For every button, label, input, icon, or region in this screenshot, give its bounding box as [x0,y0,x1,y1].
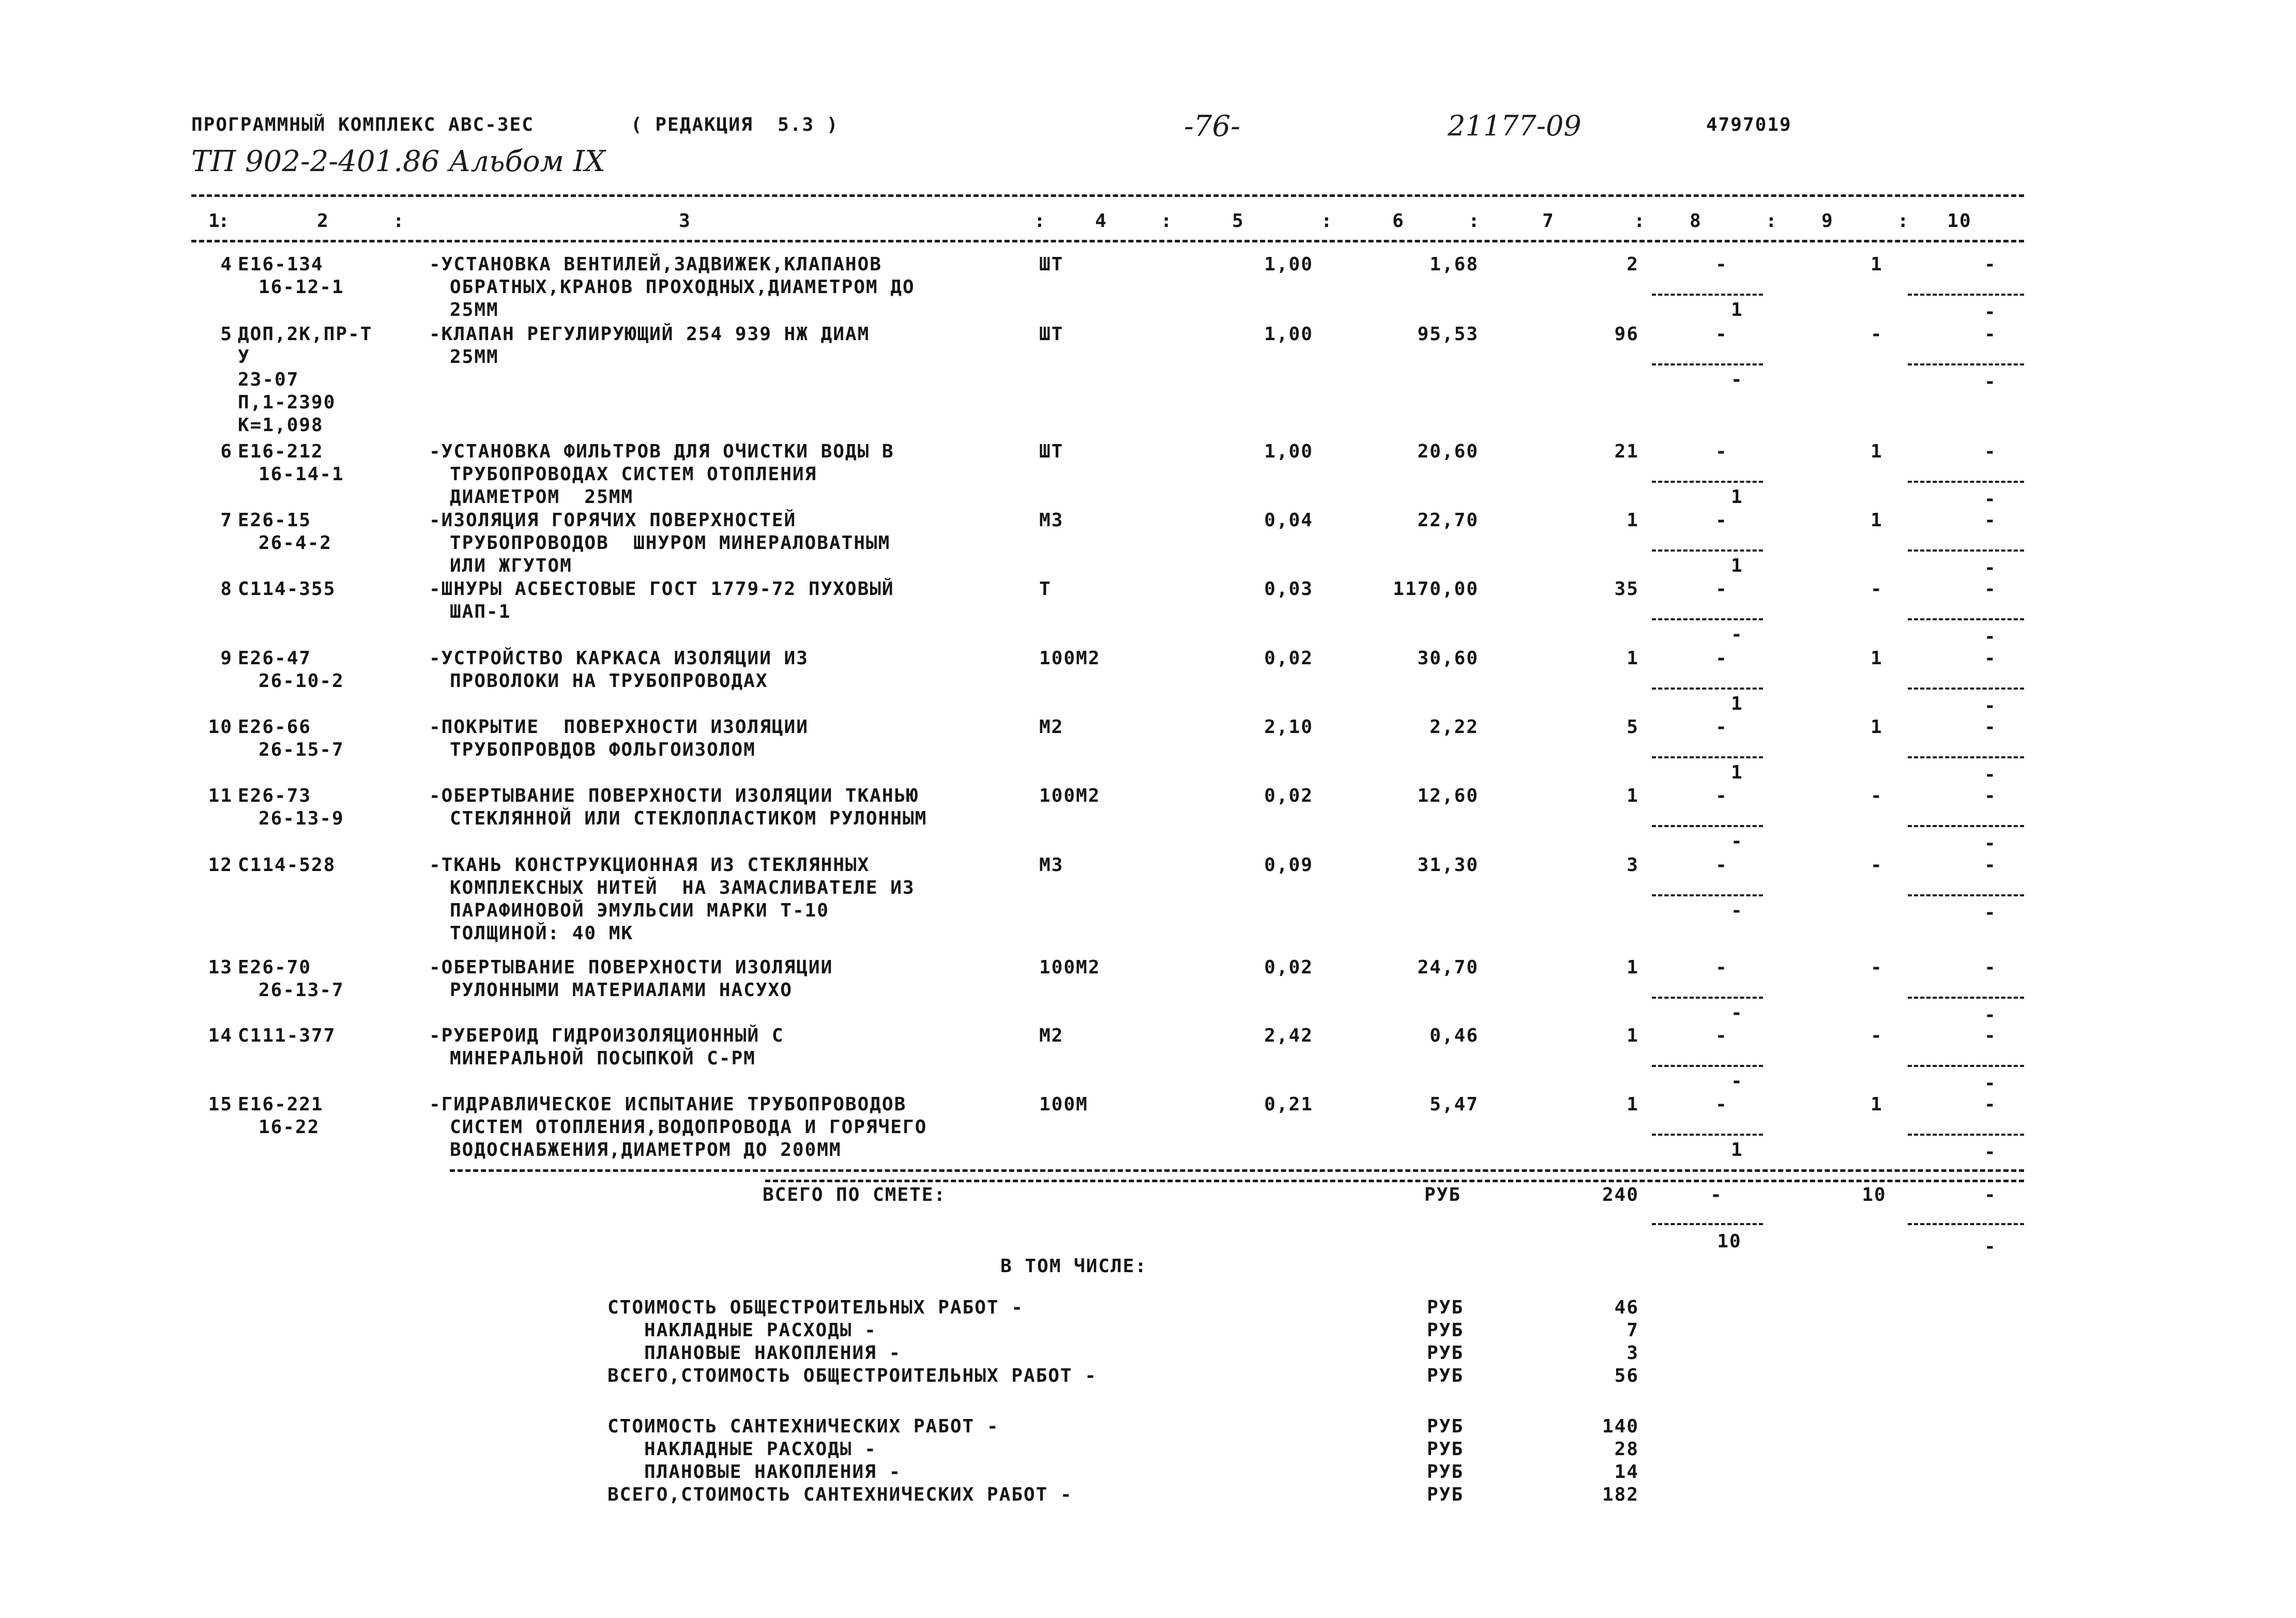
row-unit: М3 [1039,510,1064,531]
row-description: -ШНУРЫ АСБЕСТОВЫЕ ГОСТ 1779-72 ПУХОВЫЙ [429,578,894,600]
row-quantity: 1,00 [1264,324,1313,345]
row-number: 15 [208,1094,233,1115]
row-total: 96 [1614,324,1639,345]
row-unit: 100М2 [1039,648,1101,669]
row-description: ДИАМЕТРОМ 25ММ [450,486,634,508]
row-col10-lower: - [1984,557,1997,578]
row-col8-lower: 1 [1731,486,1743,508]
row-col10-lower: - [1984,1004,1997,1026]
row-code: К=1,098 [238,415,324,436]
column-separator: : [218,210,231,232]
row-description: 25ММ [450,346,499,368]
totals-value: 240 [1602,1184,1639,1205]
row-col10-rule [1908,997,2024,999]
row-unit: М3 [1039,854,1064,876]
including-label: В ТОМ ЧИСЛЕ: [1000,1256,1148,1277]
row-code: П,1-2390 [238,392,336,413]
row-col10-lower: - [1984,301,1997,323]
row-unit-price: 30,60 [1417,648,1479,669]
row-code: 26-13-9 [259,808,344,829]
row-description: ТОЛЩИНОЙ: 40 МК [450,923,634,944]
row-description: -УСТАНОВКА ВЕНТИЛЕЙ,ЗАДВИЖЕК,КЛАПАНОВ [429,254,882,275]
row-unit-price: 20,60 [1417,441,1479,462]
summary-value: 7 [1626,1320,1639,1341]
summary-label: НАКЛАДНЫЕ РАСХОДЫ - [607,1320,877,1341]
row-col8: - [1715,785,1728,806]
row-number: 6 [220,441,233,462]
summary-label: НАКЛАДНЫЕ РАСХОДЫ - [607,1439,877,1460]
row-quantity: 1,00 [1264,441,1313,462]
row-unit-price: 31,30 [1417,854,1479,876]
summary-unit: РУБ [1427,1461,1464,1483]
row-description: ПАРАФИНОВОЙ ЭМУЛЬСИИ МАРКИ Т-10 [450,900,829,921]
row-col10-rule [1908,481,2024,483]
row-col10: - [1984,578,1997,600]
summary-unit: РУБ [1427,1342,1464,1364]
row-col9: - [1871,1025,1883,1046]
row-col8-rule [1652,363,1763,365]
summary-label: ПЛАНОВЫЕ НАКОПЛЕНИЯ - [607,1342,902,1364]
totals-col10-lower: - [1984,1236,1997,1257]
column-separator: : [1321,210,1333,232]
row-unit: М2 [1039,1025,1064,1046]
row-number: 14 [208,1025,233,1046]
row-col10-rule [1908,688,2024,690]
column-number-7: 7 [1542,210,1555,232]
summary-unit: РУБ [1427,1439,1464,1460]
row-description: 25ММ [450,299,499,320]
row-col8-lower: - [1731,900,1743,921]
row-description: ТРУБОПРОВДОВ ФОЛЬГОИЗОЛОМ [450,739,756,760]
row-col8-lower: 1 [1731,693,1743,714]
row-description: -УСТАНОВКА ФИЛЬТРОВ ДЛЯ ОЧИСТКИ ВОДЫ В [429,441,894,462]
row-quantity: 0,02 [1264,648,1313,669]
summary-label: ВСЕГО,СТОИМОСТЬ ОБЩЕСТРОИТЕЛЬНЫХ РАБОТ - [607,1365,1097,1386]
row-number: 11 [208,785,233,806]
row-col8-rule [1652,997,1763,999]
summary-unit: РУБ [1427,1484,1464,1505]
row-code: Е26-73 [238,785,312,806]
column-number-9: 9 [1821,210,1834,232]
row-unit-price: 1,68 [1430,254,1479,275]
row-unit-price: 5,47 [1430,1094,1479,1115]
row-description: СИСТЕМ ОТОПЛЕНИЯ,ВОДОПРОВОДА И ГОРЯЧЕГО [450,1117,927,1138]
row-col9: - [1871,578,1883,600]
album-note: ТП 902-2-401.86 Альбом IX [191,145,605,178]
row-unit: ШТ [1039,254,1064,275]
row-code: С114-528 [238,854,336,876]
edition-label: ( РЕДАКЦИЯ 5.3 ) [631,114,839,135]
row-col9: 1 [1871,1094,1883,1115]
summary-unit: РУБ [1427,1416,1464,1437]
row-col8-rule [1652,1134,1763,1136]
row-col10-rule [1908,756,2024,758]
row-number: 5 [220,324,233,345]
row-code: ДОП,2К,ПР-Т [238,324,373,345]
row-col8: - [1715,324,1728,345]
row-code: Е26-66 [238,716,312,738]
table-top-rule [191,194,2024,197]
row-quantity: 0,04 [1264,510,1313,531]
row-code: 16-14-1 [259,464,344,485]
row-col10-lower: - [1984,902,1997,923]
row-total: 1 [1626,510,1639,531]
totals-top-rule-2 [765,1180,2024,1182]
row-col8: - [1715,1025,1728,1046]
row-quantity: 0,02 [1264,785,1313,806]
row-description: -ОБЕРТЫВАНИЕ ПОВЕРХНОСТИ ИЗОЛЯЦИИ [429,957,833,978]
summary-unit: РУБ [1427,1365,1464,1386]
row-unit-price: 12,60 [1417,785,1479,806]
row-description: ВОДОСНАБЖЕНИЯ,ДИАМЕТРОМ ДО 200ММ [450,1139,842,1161]
row-col9: 1 [1871,648,1883,669]
row-unit: ШТ [1039,324,1064,345]
summary-label: СТОИМОСТЬ ОБЩЕСТРОИТЕЛЬНЫХ РАБОТ - [607,1297,1024,1318]
row-quantity: 1,00 [1264,254,1313,275]
row-number: 12 [208,854,233,876]
row-col8-lower: - [1731,1071,1743,1092]
totals-col8-lower: 10 [1717,1231,1742,1252]
column-number-8: 8 [1690,210,1702,232]
row-col8-rule [1652,1065,1763,1067]
row-quantity: 0,21 [1264,1094,1313,1115]
row-col10-rule [1908,1065,2024,1067]
summary-label: ПЛАНОВЫЕ НАКОПЛЕНИЯ - [607,1461,902,1483]
row-quantity: 0,02 [1264,957,1313,978]
row-code: 26-10-2 [259,670,344,692]
row-col10-lower: - [1984,695,1997,716]
row-total: 2 [1626,254,1639,275]
row-col8: - [1715,510,1728,531]
summary-value: 46 [1614,1297,1639,1318]
row-col8-rule [1652,618,1763,620]
row-col10-lower: - [1984,1141,1997,1163]
row-col10-lower: - [1984,489,1997,510]
row-col8-rule [1652,688,1763,690]
row-col10-rule [1908,894,2024,896]
row-col9: 1 [1871,716,1883,738]
row-total: 5 [1626,716,1639,738]
column-separator: : [1897,210,1910,232]
column-separator: : [1468,210,1481,232]
row-col10: - [1984,854,1997,876]
row-number: 4 [220,254,233,275]
row-unit-price: 1170,00 [1393,578,1479,600]
row-description: ТРУБОПРОВОДАХ СИСТЕМ ОТОПЛЕНИЯ [450,464,817,485]
row-description: ШАП-1 [450,601,511,622]
row-code: 26-4-2 [259,532,332,554]
row-number: 13 [208,957,233,978]
row-col10-rule [1908,825,2024,827]
row-number: 8 [220,578,233,600]
row-quantity: 0,03 [1264,578,1313,600]
row-col8-lower: 1 [1731,299,1743,320]
summary-value: 182 [1602,1484,1639,1505]
document-code: 4797019 [1706,114,1792,135]
row-description: КОМПЛЕКСНЫХ НИТЕЙ НА ЗАМАСЛИВАТЕЛЕ ИЗ [450,877,915,898]
row-description: -КЛАПАН РЕГУЛИРУЮЩИЙ 254 939 НЖ ДИАМ [429,324,870,345]
column-number-1: 1 [208,210,221,232]
totals-top-rule [450,1169,2024,1172]
row-description: -ПОКРЫТИЕ ПОВЕРХНОСТИ ИЗОЛЯЦИИ [429,716,809,738]
row-col8-lower: 1 [1731,555,1743,576]
totals-unit: РУБ [1424,1184,1462,1205]
row-col9: 1 [1871,510,1883,531]
row-code: С114-355 [238,578,336,600]
row-total: 1 [1626,1025,1639,1046]
column-number-4: 4 [1095,210,1107,232]
row-number: 9 [220,648,233,669]
row-col8: - [1715,957,1728,978]
row-unit: 100М2 [1039,785,1101,806]
row-col10-rule [1908,618,2024,620]
row-col10: - [1984,510,1997,531]
summary-value: 140 [1602,1416,1639,1437]
row-code: 16-22 [259,1117,320,1138]
totals-label: ВСЕГО ПО СМЕТЕ: [763,1184,947,1205]
row-unit: Т [1039,578,1052,600]
row-col8-lower: 1 [1731,1139,1743,1161]
column-number-2: 2 [317,210,329,232]
row-unit-price: 95,53 [1417,324,1479,345]
row-col10: - [1984,324,1997,345]
row-code: Е26-15 [238,510,312,531]
row-col9: - [1871,854,1883,876]
row-col8: - [1715,648,1728,669]
row-col10-rule [1908,549,2024,552]
row-col9: 1 [1871,254,1883,275]
row-col10: - [1984,716,1997,738]
document-number: 21177-09 [1448,110,1582,142]
row-code: 16-12-1 [259,277,344,298]
column-number-10: 10 [1947,210,1972,232]
row-col10: - [1984,648,1997,669]
row-description: -ТКАНЬ КОНСТРУКЦИОННАЯ ИЗ СТЕКЛЯННЫХ [429,854,870,876]
row-description: СТЕКЛЯННОЙ ИЛИ СТЕКЛОПЛАСТИКОМ РУЛОННЫМ [450,808,927,829]
column-number-6: 6 [1392,210,1405,232]
row-total: 1 [1626,648,1639,669]
row-col8: - [1715,1094,1728,1115]
row-col10-lower: - [1984,626,1997,647]
program-name: ПРОГРАММНЫЙ КОМПЛЕКС АВС-3ЕС [191,114,534,135]
column-separator: : [1634,210,1646,232]
row-description: -УСТРОЙСТВО КАРКАСА ИЗОЛЯЦИИ ИЗ [429,648,809,669]
row-col8-rule [1652,756,1763,758]
row-col10: - [1984,1094,1997,1115]
row-col8-rule [1652,549,1763,552]
summary-value: 28 [1614,1439,1639,1460]
row-col10-lower: - [1984,764,1997,785]
row-total: 1 [1626,957,1639,978]
summary-label: ВСЕГО,СТОИМОСТЬ САНТЕХНИЧЕСКИХ РАБОТ - [607,1484,1073,1505]
row-col8-lower: - [1731,831,1743,852]
column-separator: : [1161,210,1173,232]
summary-value: 14 [1614,1461,1639,1483]
column-separator: : [1766,210,1778,232]
row-unit-price: 2,22 [1430,716,1479,738]
row-col8-rule [1652,825,1763,827]
totals-col8: - [1710,1184,1723,1205]
row-unit: ШТ [1039,441,1064,462]
row-col8: - [1715,578,1728,600]
column-separator: : [1034,210,1046,232]
row-col8-rule [1652,481,1763,483]
page-number: -76- [1184,110,1241,143]
summary-label: СТОИМОСТЬ САНТЕХНИЧЕСКИХ РАБОТ - [607,1416,999,1437]
row-unit-price: 0,46 [1430,1025,1479,1046]
row-total: 3 [1626,854,1639,876]
row-col8: - [1715,854,1728,876]
row-number: 7 [220,510,233,531]
row-description: РУЛОННЫМИ МАТЕРИАЛАМИ НАСУХО [450,980,793,1001]
row-code: 23-07 [238,369,299,390]
row-col10-rule [1908,294,2024,296]
totals-col8-rule [1652,1223,1763,1225]
row-total: 1 [1626,1094,1639,1115]
row-col9: - [1871,785,1883,806]
row-description: -ИЗОЛЯЦИЯ ГОРЯЧИХ ПОВЕРХНОСТЕЙ [429,510,797,531]
row-col9: 1 [1871,441,1883,462]
row-col8-lower: - [1731,369,1743,390]
row-total: 21 [1614,441,1639,462]
row-col10-rule [1908,363,2024,365]
row-description: -ОБЕРТЫВАНИЕ ПОВЕРХНОСТИ ИЗОЛЯЦИИ ТКАНЬЮ [429,785,919,806]
header-bottom-rule [191,240,2024,242]
row-col8-lower: - [1731,1002,1743,1024]
row-col10: - [1984,1025,1997,1046]
row-total: 35 [1614,578,1639,600]
row-code: 26-13-7 [259,980,344,1001]
row-description: МИНЕРАЛЬНОЙ ПОСЫПКОЙ С-РМ [450,1048,756,1069]
row-code: Е16-212 [238,441,324,462]
row-description: ИЛИ ЖГУТОМ [450,555,572,576]
row-code: С111-377 [238,1025,336,1046]
row-total: 1 [1626,785,1639,806]
row-code: Е16-134 [238,254,324,275]
row-unit: 100М [1039,1094,1088,1115]
row-number: 10 [208,716,233,738]
row-code: 26-15-7 [259,739,344,760]
row-col10-lower: - [1984,1073,1997,1094]
row-description: -РУБЕРОИД ГИДРОИЗОЛЯЦИОННЫЙ С [429,1025,784,1046]
row-col8: - [1715,441,1728,462]
row-col9: - [1871,957,1883,978]
row-description: ПРОВОЛОКИ НА ТРУБОПРОВОДАХ [450,670,768,692]
row-col8-lower: 1 [1731,762,1743,783]
column-separator: : [393,210,405,232]
row-quantity: 2,42 [1264,1025,1313,1046]
row-unit-price: 22,70 [1417,510,1479,531]
row-description: -ГИДРАВЛИЧЕСКОЕ ИСПЫТАНИЕ ТРУБОПРОВОДОВ [429,1094,907,1115]
summary-value: 56 [1614,1365,1639,1386]
row-col8-lower: - [1731,624,1743,645]
column-number-5: 5 [1232,210,1244,232]
row-col8: - [1715,716,1728,738]
row-col10: - [1984,957,1997,978]
row-code: Е16-221 [238,1094,324,1115]
row-col10-lower: - [1984,371,1997,392]
row-col10-lower: - [1984,833,1997,854]
row-description: ОБРАТНЫХ,КРАНОВ ПРОХОДНЫХ,ДИАМЕТРОМ ДО [450,277,915,298]
totals-col9: 10 [1862,1184,1887,1205]
row-col10-rule [1908,1134,2024,1136]
row-description: ТРУБОПРОВОДОВ ШНУРОМ МИНЕРАЛОВАТНЫМ [450,532,891,554]
summary-value: 3 [1626,1342,1639,1364]
summary-unit: РУБ [1427,1320,1464,1341]
row-col10: - [1984,785,1997,806]
summary-unit: РУБ [1427,1297,1464,1318]
row-col8: - [1715,254,1728,275]
row-col10: - [1984,441,1997,462]
column-number-3: 3 [679,210,691,232]
row-unit: М2 [1039,716,1064,738]
row-code: Е26-47 [238,648,312,669]
row-unit: 100М2 [1039,957,1101,978]
row-col10: - [1984,254,1997,275]
row-code: Е26-70 [238,957,312,978]
row-col8-rule [1652,894,1763,896]
row-quantity: 2,10 [1264,716,1313,738]
row-col9: - [1871,324,1883,345]
row-code: У [238,346,250,368]
row-quantity: 0,09 [1264,854,1313,876]
totals-col10: - [1984,1184,1997,1205]
row-unit-price: 24,70 [1417,957,1479,978]
row-col8-rule [1652,294,1763,296]
totals-col10-rule [1908,1223,2024,1225]
